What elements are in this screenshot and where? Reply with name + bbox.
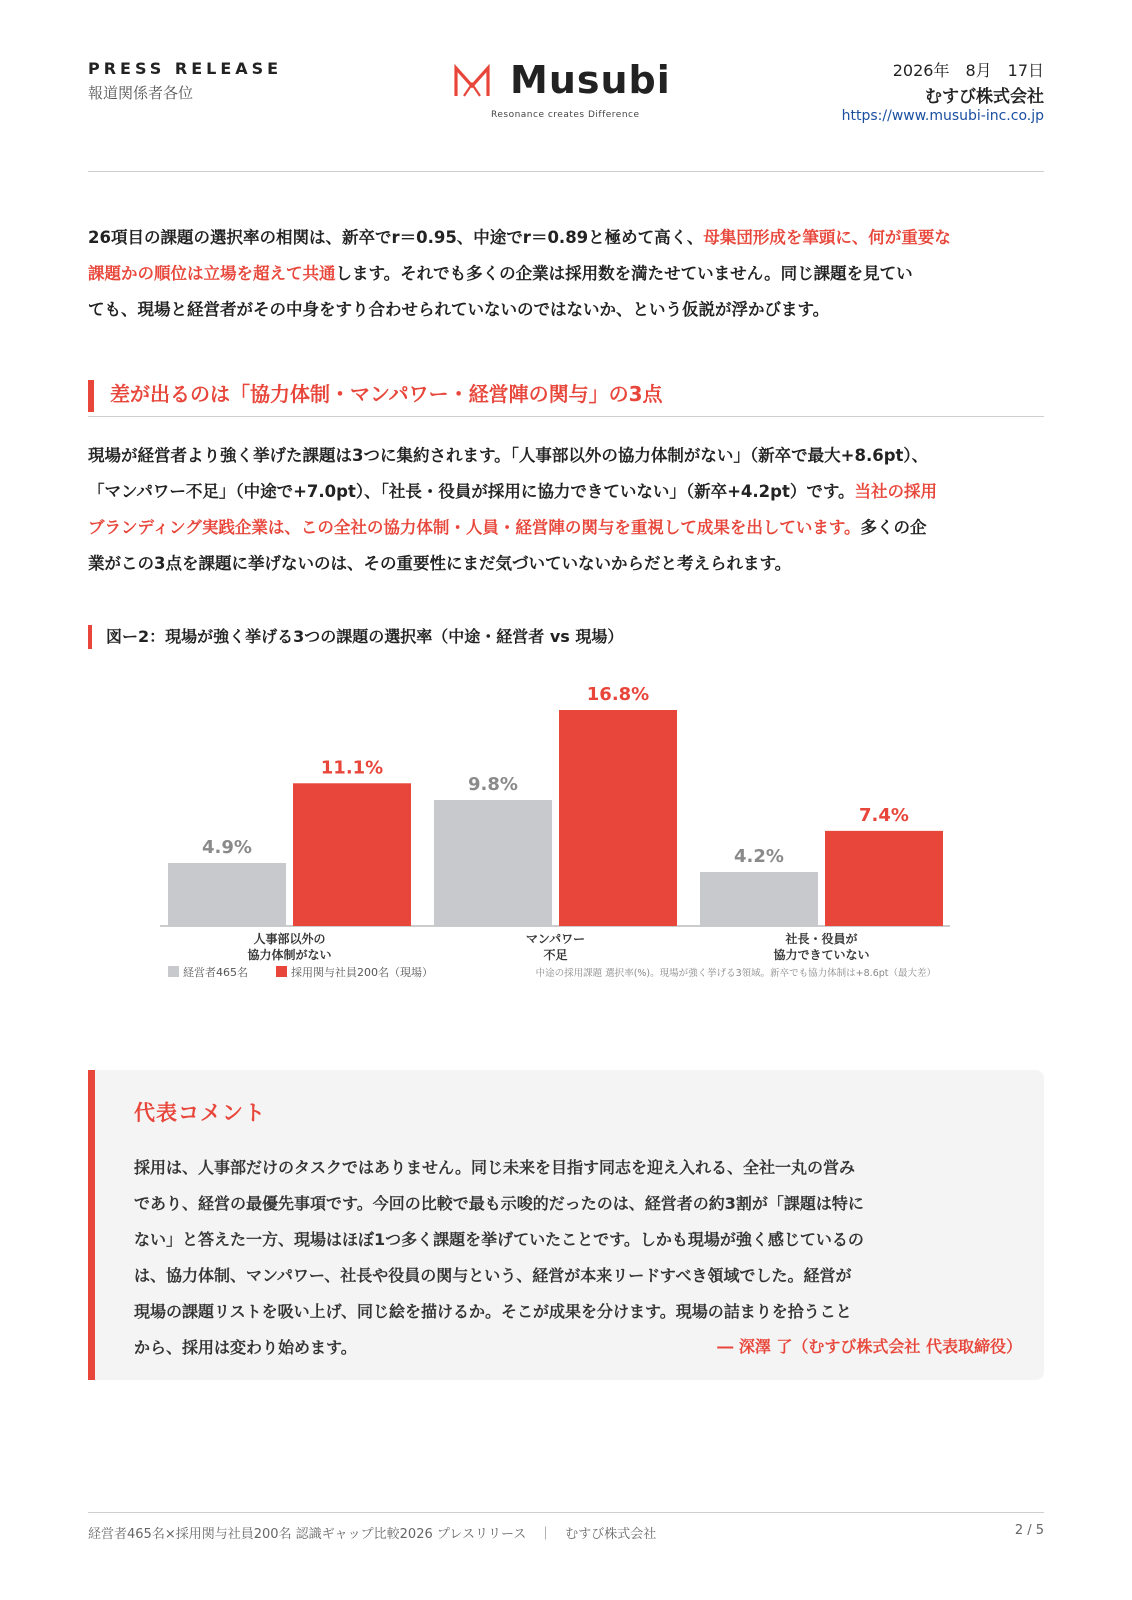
release-date: 2026年 8月 17日 bbox=[892, 61, 1044, 80]
audience-label: 報道関係者各位 bbox=[88, 84, 194, 102]
legend-label-field: 採用関与社員200名（現場） bbox=[291, 966, 433, 979]
bar-executive-1 bbox=[434, 800, 552, 926]
figure-accent-bar bbox=[88, 625, 92, 649]
bar-executive-2 bbox=[700, 872, 818, 926]
category-label: 社長・役員が bbox=[785, 932, 858, 946]
legend-swatch-executive bbox=[168, 966, 179, 977]
section-divider bbox=[88, 416, 1044, 417]
bar-field-1 bbox=[559, 710, 677, 926]
company-url-link[interactable]: https://www.musubi-inc.co.jp bbox=[841, 108, 1044, 124]
press-release-label: PRESS RELEASE bbox=[88, 59, 283, 78]
footer-text: 経営者465名×採用関与社員200名 認識ギャップ比較2026 プレスリリース ｜ むすび株式会社 bbox=[88, 1527, 657, 1542]
legend-label-executive: 経営者465名 bbox=[183, 966, 248, 979]
comment-line: 採用は、人事部だけのタスクではありません。同じ未来を目指す同志を迎え入れる、全社一丸の営み bbox=[134, 1158, 855, 1177]
section-title: 差が出るのは「協力体制・マンパワー・経営陣の関与」の3点 bbox=[110, 382, 663, 406]
logo-tagline: Resonance creates Difference bbox=[491, 110, 640, 120]
comment-line: ない」と答えた一方、現場はほぼ1つ多く課題を挙げていたことです。しかも現場が強く感じているの bbox=[134, 1230, 864, 1249]
data-label: 9.8% bbox=[468, 774, 518, 795]
comment-line: 現場の課題リストを吸い上げ、同じ絵を描けるか。そこが成果を分けます。現場の詰まりを拾うこと bbox=[134, 1302, 852, 1321]
data-label: 4.2% bbox=[734, 846, 784, 867]
comment-title: 代表コメント bbox=[134, 1101, 266, 1125]
comment-line: であり、経営の最優先事項です。今回の比較で最も示唆的だったのは、経営者の約3割が「課題は特に bbox=[134, 1194, 864, 1213]
company-name: むすび株式会社 bbox=[925, 87, 1044, 107]
legend-swatch-field bbox=[276, 966, 287, 977]
data-label: 7.4% bbox=[859, 804, 909, 826]
figure-title: 図ー2：現場が強く挙げる3つの課題の選択率（中途・経営者 vs 現場） bbox=[106, 627, 624, 646]
footer-divider bbox=[88, 1512, 1044, 1513]
comment-accent-bar bbox=[88, 1070, 95, 1380]
comment-signature: ― 深澤 了（むすび株式会社 代表取締役） bbox=[717, 1337, 1022, 1356]
data-label: 16.8% bbox=[586, 684, 650, 705]
bar-field-0 bbox=[293, 783, 411, 926]
intro-paragraph: 26項目の課題の選択率の相関は、新卒でr＝0.95、中途でr＝0.89と極めて高く、母集団形成を筆頭に、何が重要な 課題かの順位は立場を超えて共通します。それでも多くの企業は採用数を満たせていません。同じ課題を見てい ても、現場と経営者がその中身をすり合わせられていないのではないか、という仮説が浮かびます。 bbox=[88, 228, 951, 319]
data-label: 4.9% bbox=[202, 837, 252, 858]
header-divider bbox=[88, 171, 1044, 172]
musubi-logo-icon bbox=[452, 64, 492, 100]
body-paragraph: 現場が経営者より強く挙げた課題は3つに集約されます。「人事部以外の協力体制がない」（新卒で最大+8.6pt）、 「マンパワー不足」（中途で+7.0pt）、「社長・役員が採用に協力できていない」（新卒+4.2pt）です。当社の採用 ブランディング実践企業は、この全社の協力体制・人員・経営陣の関与を重視して成果を出しています。多くの企 業がこの3点を課題に挙げないのは、その重要性にまだ気づいていないからだと考えられます。 bbox=[88, 446, 938, 573]
category-label: 人事部以外の bbox=[253, 932, 326, 946]
logo-wordmark: Musubi bbox=[510, 58, 671, 102]
category-label: 不足 bbox=[543, 948, 568, 962]
comment-line: から、採用は変わり始めます。 bbox=[134, 1338, 357, 1357]
comment-line: は、協力体制、マンパワー、社長や役員の関与という、経営が本来リードすべき領域でした。経営が bbox=[134, 1266, 852, 1285]
figure-note: 中途の採用課題 選択率(%)。現場が強く挙げる3領域。新卒でも協力体制は+8.6pt（最大差） bbox=[535, 968, 936, 979]
category-label: 協力できていない bbox=[773, 948, 870, 962]
category-label: マンパワー bbox=[525, 932, 586, 946]
bar-chart bbox=[150, 680, 980, 1020]
data-label: 11.1% bbox=[320, 757, 384, 779]
page-number: 2 / 5 bbox=[1014, 1523, 1044, 1538]
section-accent-bar bbox=[88, 380, 94, 412]
bar-field-2 bbox=[825, 831, 943, 926]
category-label: 協力体制がない bbox=[247, 948, 332, 962]
bar-executive-0 bbox=[168, 863, 286, 926]
